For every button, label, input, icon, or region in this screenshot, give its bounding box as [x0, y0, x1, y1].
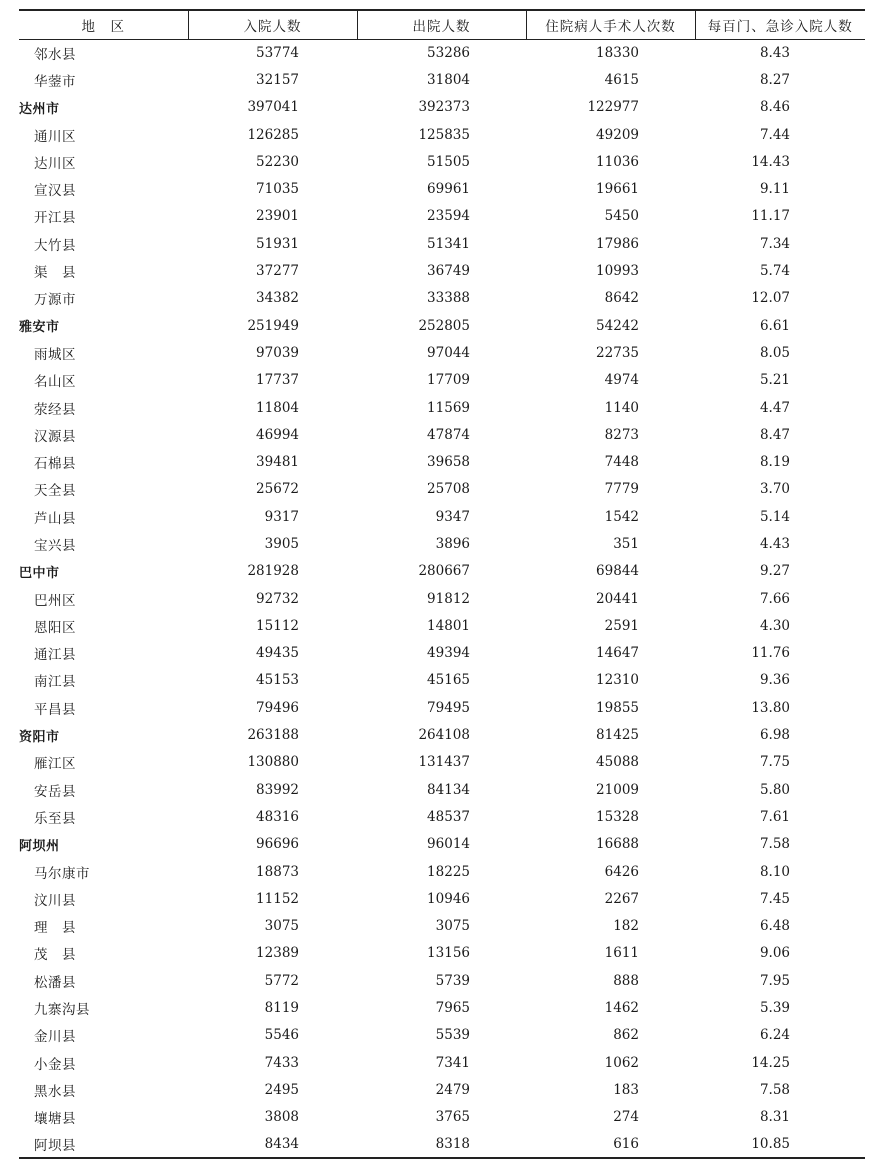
per-hundred-cell: 7.95	[759, 972, 790, 989]
discharges-cell: 96014	[427, 836, 470, 853]
region-cell: 天全县	[34, 483, 76, 500]
per-hundred-cell: 9.27	[759, 563, 790, 580]
admissions-cell: 46994	[256, 426, 299, 443]
admissions-cell: 3808	[264, 1109, 299, 1126]
table-row	[19, 339, 865, 366]
region-cell: 安岳县	[34, 783, 76, 800]
per-hundred-cell: 7.58	[759, 1081, 790, 1098]
surgeries-cell: 49209	[596, 126, 639, 143]
region-cell: 雁江区	[34, 756, 76, 773]
surgeries-cell: 183	[613, 1081, 639, 1098]
admissions-cell: 397041	[247, 99, 299, 116]
admissions-cell: 12389	[256, 945, 299, 962]
admissions-cell: 8119	[264, 1000, 299, 1017]
surgeries-cell: 81425	[596, 727, 639, 744]
admissions-cell: 49435	[256, 645, 299, 662]
region-cell: 宣汉县	[34, 183, 76, 200]
per-hundred-cell: 11.76	[751, 645, 790, 662]
region-cell: 黑水县	[34, 1083, 76, 1100]
region-cell: 汶川县	[34, 892, 76, 909]
city-row	[19, 831, 865, 858]
surgeries-cell: 122977	[587, 99, 639, 116]
per-hundred-cell: 8.43	[759, 44, 790, 61]
table-row	[19, 1076, 865, 1103]
admissions-cell: 96696	[256, 836, 299, 853]
discharges-cell: 280667	[418, 563, 470, 580]
per-hundred-cell: 7.61	[759, 808, 790, 825]
surgeries-cell: 1611	[604, 945, 639, 962]
region-cell: 巴中市	[19, 565, 60, 581]
admissions-cell: 11152	[256, 890, 299, 907]
admissions-cell: 9317	[264, 508, 299, 525]
per-hundred-cell: 12.07	[751, 290, 790, 307]
discharges-cell: 10946	[427, 890, 470, 907]
region-cell: 大竹县	[34, 237, 76, 254]
discharges-cell: 33388	[427, 290, 470, 307]
header-row	[19, 10, 865, 39]
table-row	[19, 66, 865, 93]
admissions-cell: 15112	[256, 617, 299, 634]
discharges-cell: 39658	[427, 454, 470, 471]
admissions-cell: 3075	[264, 918, 299, 935]
admissions-cell: 3905	[264, 535, 299, 552]
header-discharges: 出院人数	[357, 10, 526, 39]
surgeries-cell: 274	[613, 1109, 639, 1126]
surgeries-cell: 6426	[604, 863, 639, 880]
admissions-cell: 97039	[256, 344, 299, 361]
per-hundred-cell: 5.74	[759, 263, 790, 280]
discharges-cell: 5539	[435, 1027, 470, 1044]
region-cell: 南江县	[34, 674, 76, 691]
region-cell: 宝兴县	[34, 537, 76, 554]
header-per-hundred-admissions: 每百门、急诊入院人数	[695, 10, 865, 39]
discharges-cell: 79495	[427, 699, 470, 716]
region-cell: 荥经县	[34, 401, 76, 418]
surgeries-cell: 1140	[604, 399, 639, 416]
region-cell: 巴州区	[34, 592, 76, 609]
table-row	[19, 858, 865, 885]
table-row	[19, 39, 865, 66]
region-cell: 名山区	[34, 374, 76, 391]
header-surgeries: 住院病人手术人次数	[526, 10, 695, 39]
discharges-cell: 3896	[435, 535, 470, 552]
per-hundred-cell: 8.10	[759, 863, 790, 880]
discharges-cell: 7341	[435, 1054, 470, 1071]
region-cell: 阿坝州	[19, 838, 60, 854]
discharges-cell: 23594	[427, 208, 470, 225]
admissions-cell: 51931	[256, 235, 299, 252]
admissions-cell: 18873	[256, 863, 299, 880]
admissions-cell: 53774	[256, 44, 299, 61]
region-cell: 通川区	[34, 128, 76, 145]
table-row	[19, 1049, 865, 1076]
region-cell: 邻水县	[34, 46, 76, 63]
discharges-cell: 36749	[427, 263, 470, 280]
surgeries-cell: 2591	[604, 617, 639, 634]
per-hundred-cell: 8.46	[759, 99, 790, 116]
table-row	[19, 503, 865, 530]
per-hundred-cell: 6.48	[759, 918, 790, 935]
table-row	[19, 476, 865, 503]
discharges-cell: 252805	[418, 317, 470, 334]
discharges-cell: 91812	[427, 590, 470, 607]
surgeries-cell: 1462	[604, 1000, 639, 1017]
admissions-cell: 48316	[256, 808, 299, 825]
table-header	[19, 10, 865, 39]
table-row	[19, 175, 865, 202]
region-cell: 茂 县	[34, 947, 76, 964]
surgeries-cell: 7448	[604, 454, 639, 471]
region-cell: 芦山县	[34, 510, 76, 527]
surgeries-cell: 20441	[596, 590, 639, 607]
discharges-cell: 17709	[427, 372, 470, 389]
table-row	[19, 1131, 865, 1158]
per-hundred-cell: 6.98	[759, 727, 790, 744]
region-cell: 开江县	[34, 210, 76, 227]
per-hundred-cell: 14.43	[751, 153, 790, 170]
per-hundred-cell: 8.19	[759, 454, 790, 471]
region-cell: 达州市	[19, 101, 60, 117]
region-cell: 通江县	[34, 647, 76, 664]
table-row	[19, 257, 865, 284]
table-row	[19, 940, 865, 967]
region-cell: 达川区	[34, 155, 76, 172]
discharges-cell: 25708	[427, 481, 470, 498]
surgeries-cell: 1542	[604, 508, 639, 525]
region-cell: 小金县	[34, 1056, 76, 1073]
discharges-cell: 8318	[357, 1131, 526, 1158]
surgeries-cell: 11036	[596, 153, 639, 170]
surgeries-cell: 888	[613, 972, 639, 989]
surgeries-cell: 7779	[604, 481, 639, 498]
discharges-cell: 2479	[435, 1081, 470, 1098]
surgeries-cell: 8642	[604, 290, 639, 307]
table-row	[19, 612, 865, 639]
discharges-cell: 14801	[427, 617, 470, 634]
admissions-cell: 83992	[256, 781, 299, 798]
table-row	[19, 776, 865, 803]
table-row	[19, 421, 865, 448]
admissions-cell: 37277	[256, 263, 299, 280]
per-hundred-cell: 4.30	[759, 617, 790, 634]
table-row	[19, 1022, 865, 1049]
discharges-cell: 49394	[427, 645, 470, 662]
discharges-cell: 84134	[427, 781, 470, 798]
header-admissions: 入院人数	[188, 10, 357, 39]
region-cell: 松潘县	[34, 974, 76, 991]
surgeries-cell: 10993	[596, 263, 639, 280]
header-region: 地 区	[19, 10, 188, 39]
admissions-cell: 5772	[264, 972, 299, 989]
region-cell: 乐至县	[34, 810, 76, 827]
hospital-statistics-table	[19, 9, 865, 1159]
per-hundred-cell: 8.27	[759, 71, 790, 88]
region-cell: 理 县	[34, 920, 76, 937]
surgeries-cell: 2267	[604, 890, 639, 907]
table-row	[19, 694, 865, 721]
discharges-cell: 125835	[418, 126, 470, 143]
table-row	[19, 394, 865, 421]
table-row	[19, 749, 865, 776]
surgeries-cell: 14647	[596, 645, 639, 662]
per-hundred-cell: 7.45	[759, 890, 790, 907]
table-row	[19, 667, 865, 694]
table-row	[19, 803, 865, 830]
per-hundred-cell: 6.24	[759, 1027, 790, 1044]
admissions-cell: 34382	[256, 290, 299, 307]
admissions-cell: 126285	[247, 126, 299, 143]
table-row	[19, 885, 865, 912]
per-hundred-cell: 8.31	[759, 1109, 790, 1126]
per-hundred-cell: 11.17	[751, 208, 790, 225]
surgeries-cell: 4615	[604, 71, 639, 88]
per-hundred-cell: 9.11	[759, 181, 790, 198]
table-row	[19, 530, 865, 557]
discharges-cell: 45165	[427, 672, 470, 689]
region-cell: 渠 县	[34, 265, 76, 282]
region-cell: 雅安市	[19, 320, 60, 336]
surgeries-cell: 69844	[596, 563, 639, 580]
per-hundred-cell: 3.70	[759, 481, 790, 498]
admissions-cell: 32157	[256, 71, 299, 88]
table-body	[19, 39, 865, 1158]
per-hundred-cell: 8.05	[759, 344, 790, 361]
per-hundred-cell: 9.36	[759, 672, 790, 689]
admissions-cell: 71035	[256, 181, 299, 198]
table-row	[19, 203, 865, 230]
surgeries-cell: 351	[613, 535, 639, 552]
per-hundred-cell: 5.80	[759, 781, 790, 798]
table-row	[19, 994, 865, 1021]
city-row	[19, 94, 865, 121]
city-row	[19, 558, 865, 585]
discharges-cell: 264108	[418, 727, 470, 744]
table-row	[19, 121, 865, 148]
surgeries-cell: 45088	[596, 754, 639, 771]
admissions-cell: 130880	[247, 754, 299, 771]
region-cell: 石棉县	[34, 456, 76, 473]
admissions-cell: 79496	[256, 699, 299, 716]
per-hundred-cell: 10.85	[695, 1131, 865, 1158]
surgeries-cell: 5450	[604, 208, 639, 225]
city-row	[19, 312, 865, 339]
per-hundred-cell: 7.34	[759, 235, 790, 252]
table-row	[19, 640, 865, 667]
surgeries-cell: 19661	[596, 181, 639, 198]
discharges-cell: 13156	[427, 945, 470, 962]
discharges-cell: 7965	[435, 1000, 470, 1017]
discharges-cell: 97044	[427, 344, 470, 361]
surgeries-cell: 21009	[596, 781, 639, 798]
region-cell: 马尔康市	[34, 865, 90, 882]
region-cell: 平昌县	[34, 701, 76, 718]
discharges-cell: 392373	[418, 99, 470, 116]
per-hundred-cell: 4.43	[759, 535, 790, 552]
surgeries-cell: 1062	[604, 1054, 639, 1071]
admissions-cell: 25672	[256, 481, 299, 498]
discharges-cell: 18225	[427, 863, 470, 880]
table-row	[19, 367, 865, 394]
discharges-cell: 3075	[435, 918, 470, 935]
region-cell: 万源市	[34, 292, 76, 309]
discharges-cell: 5739	[435, 972, 470, 989]
surgeries-cell: 16688	[596, 836, 639, 853]
discharges-cell: 51505	[427, 153, 470, 170]
per-hundred-cell: 8.47	[759, 426, 790, 443]
discharges-cell: 31804	[427, 71, 470, 88]
table-row	[19, 148, 865, 175]
per-hundred-cell: 7.66	[759, 590, 790, 607]
discharges-cell: 9347	[435, 508, 470, 525]
per-hundred-cell: 4.47	[759, 399, 790, 416]
surgeries-cell: 862	[613, 1027, 639, 1044]
admissions-cell: 8434	[188, 1131, 357, 1158]
admissions-cell: 11804	[256, 399, 299, 416]
admissions-cell: 5546	[264, 1027, 299, 1044]
table-row	[19, 585, 865, 612]
discharges-cell: 3765	[435, 1109, 470, 1126]
admissions-cell: 52230	[256, 153, 299, 170]
surgeries-cell: 182	[613, 918, 639, 935]
region-cell: 雨城区	[34, 346, 76, 363]
admissions-cell: 23901	[256, 208, 299, 225]
surgeries-cell: 15328	[596, 808, 639, 825]
per-hundred-cell: 7.75	[759, 754, 790, 771]
surgeries-cell: 17986	[596, 235, 639, 252]
surgeries-cell: 8273	[604, 426, 639, 443]
admissions-cell: 7433	[264, 1054, 299, 1071]
surgeries-cell: 18330	[596, 44, 639, 61]
table-row	[19, 448, 865, 475]
region-cell: 壤塘县	[34, 1111, 76, 1128]
region-cell: 资阳市	[19, 729, 60, 745]
admissions-cell: 45153	[256, 672, 299, 689]
per-hundred-cell: 5.14	[759, 508, 790, 525]
discharges-cell: 131437	[418, 754, 470, 771]
admissions-cell: 263188	[247, 727, 299, 744]
city-row	[19, 721, 865, 748]
discharges-cell: 51341	[427, 235, 470, 252]
surgeries-cell: 12310	[596, 672, 639, 689]
admissions-cell: 2495	[264, 1081, 299, 1098]
discharges-cell: 11569	[427, 399, 470, 416]
region-cell: 阿坝县	[19, 1131, 188, 1158]
table-row	[19, 285, 865, 312]
per-hundred-cell: 5.39	[759, 1000, 790, 1017]
per-hundred-cell: 14.25	[751, 1054, 790, 1071]
table-row	[19, 967, 865, 994]
admissions-cell: 251949	[247, 317, 299, 334]
per-hundred-cell: 13.80	[751, 699, 790, 716]
surgeries-cell: 22735	[596, 344, 639, 361]
region-cell: 金川县	[34, 1029, 76, 1046]
surgeries-cell: 54242	[596, 317, 639, 334]
per-hundred-cell: 5.21	[759, 372, 790, 389]
discharges-cell: 48537	[427, 808, 470, 825]
surgeries-cell: 19855	[596, 699, 639, 716]
region-cell: 汉源县	[34, 428, 76, 445]
table-row	[19, 913, 865, 940]
surgeries-cell: 616	[526, 1131, 695, 1158]
per-hundred-cell: 7.58	[759, 836, 790, 853]
discharges-cell: 69961	[427, 181, 470, 198]
table-row	[19, 1104, 865, 1131]
admissions-cell: 39481	[256, 454, 299, 471]
admissions-cell: 92732	[256, 590, 299, 607]
region-cell: 华蓥市	[34, 73, 76, 90]
admissions-cell: 17737	[256, 372, 299, 389]
per-hundred-cell: 6.61	[759, 317, 790, 334]
per-hundred-cell: 9.06	[759, 945, 790, 962]
region-cell: 恩阳区	[34, 619, 76, 636]
table-row	[19, 230, 865, 257]
admissions-cell: 281928	[247, 563, 299, 580]
region-cell: 九寨沟县	[34, 1002, 90, 1019]
discharges-cell: 53286	[427, 44, 470, 61]
surgeries-cell: 4974	[604, 372, 639, 389]
per-hundred-cell: 7.44	[759, 126, 790, 143]
discharges-cell: 47874	[427, 426, 470, 443]
